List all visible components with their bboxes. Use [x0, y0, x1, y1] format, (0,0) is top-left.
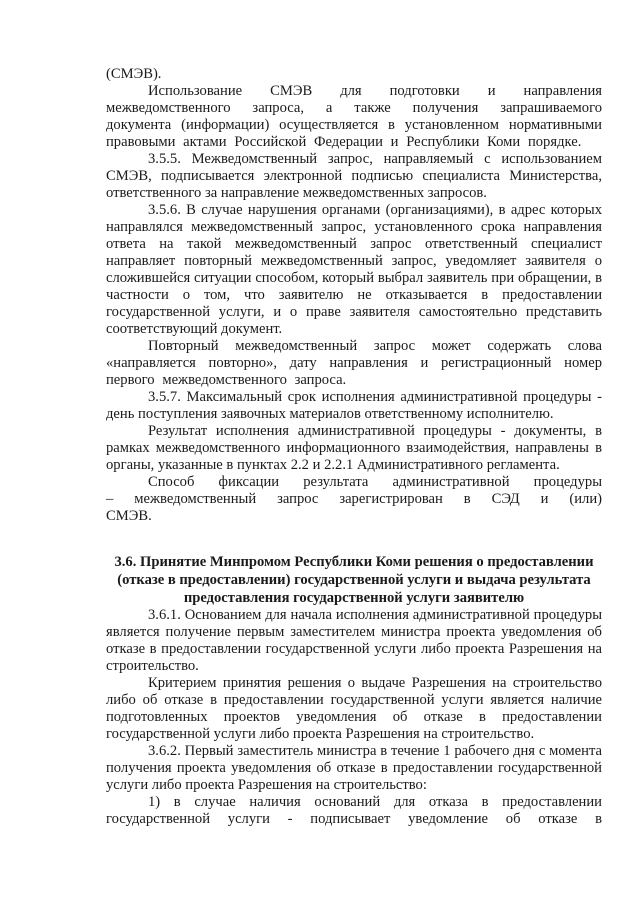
paragraph-3-6-2: 3.6.2. Первый заместитель министра в течение 1 рабочего дня с момента получения проекта уведомления об отказе в предоставлении государственной услуги либо проекта Разрешения на строительство: — [106, 743, 602, 793]
list-item-1-line1: 1) в случае наличия оснований для отказа в предоставлении — [148, 794, 602, 810]
document-page — [106, 66, 602, 828]
paragraph-3-5-6: 3.5.6. В случае нарушения органами (организациями), в адрес которых направлялся межведомственный запрос, установленного срока направления ответа на такой межведомственный запрос ответственный специалист направляет повторный межведомственный запрос, уведомляет заявителя о сложившейся ситуации способом, который выбрал заявитель при обращении, в частности о том, что заявителю не отказывается в предоставлении государственной услуги, и о праве заявителя самостоятельно представить соответствующий документ. — [106, 202, 602, 337]
paragraph-smev-end: (СМЭВ). — [106, 66, 162, 82]
section-heading-3-6: 3.6. Принятие Минпромом Республики Коми решения о предоставлении (отказе в предоставлении) государственной услуги и выдача результата предоставления государственной услуги заявителю — [114, 554, 594, 606]
paragraph-3-5-5: 3.5.5. Межведомственный запрос, направляемый с использованием СМЭВ, подписывается электронной подписью специалиста Министерства, ответственного за направление межведомственных запросов. — [106, 151, 602, 201]
paragraph-3-5-7: 3.5.7. Максимальный срок исполнения административной процедуры - день поступления заявочных материалов ответственному исполнителю. — [106, 389, 602, 422]
paragraph-repeat-request: Повторный межведомственный запрос может содержать слова «направляется повторно», дату направления и регистрационный номер первого межведомственного запроса. — [106, 338, 602, 388]
paragraph-fixation: Способ фиксации результата административной процедуры – межведомственный запрос зарегистрирован в СЭД и (или) СМЭВ. — [106, 474, 602, 524]
paragraph-criterion: Критерием принятия решения о выдаче Разрешения на строительство либо об отказе в предоставлении государственной услуги является наличие подготовленных проектов уведомления об отказе в предоставлении государственной услуги либо проекта Разрешения на строительство. — [106, 675, 602, 742]
paragraph-smev-usage: Использование СМЭВ для подготовки и направления межведомственного запроса, а также получения запрашиваемого документа (информации) осуществляется в установленном нормативными правовыми актами Российской Федерации и Республики Коми порядке. — [106, 83, 602, 150]
paragraph-3-6-1: 3.6.1. Основанием для начала исполнения административной процедуры является получение первым заместителем министра проекта уведомления об отказе в предоставлении государственной услуги либо проекта Разрешения на строительство. — [106, 607, 602, 674]
paragraph-result: Результат исполнения административной процедуры - документы, в рамках межведомственного информационного взаимодействия, направлены в органы, указанные в пунктах 2.2 и 2.2.1 Административного регламента. — [106, 423, 602, 473]
list-item-1-line2: государственной услуги - подписывает уведомление об отказе в — [106, 811, 602, 827]
